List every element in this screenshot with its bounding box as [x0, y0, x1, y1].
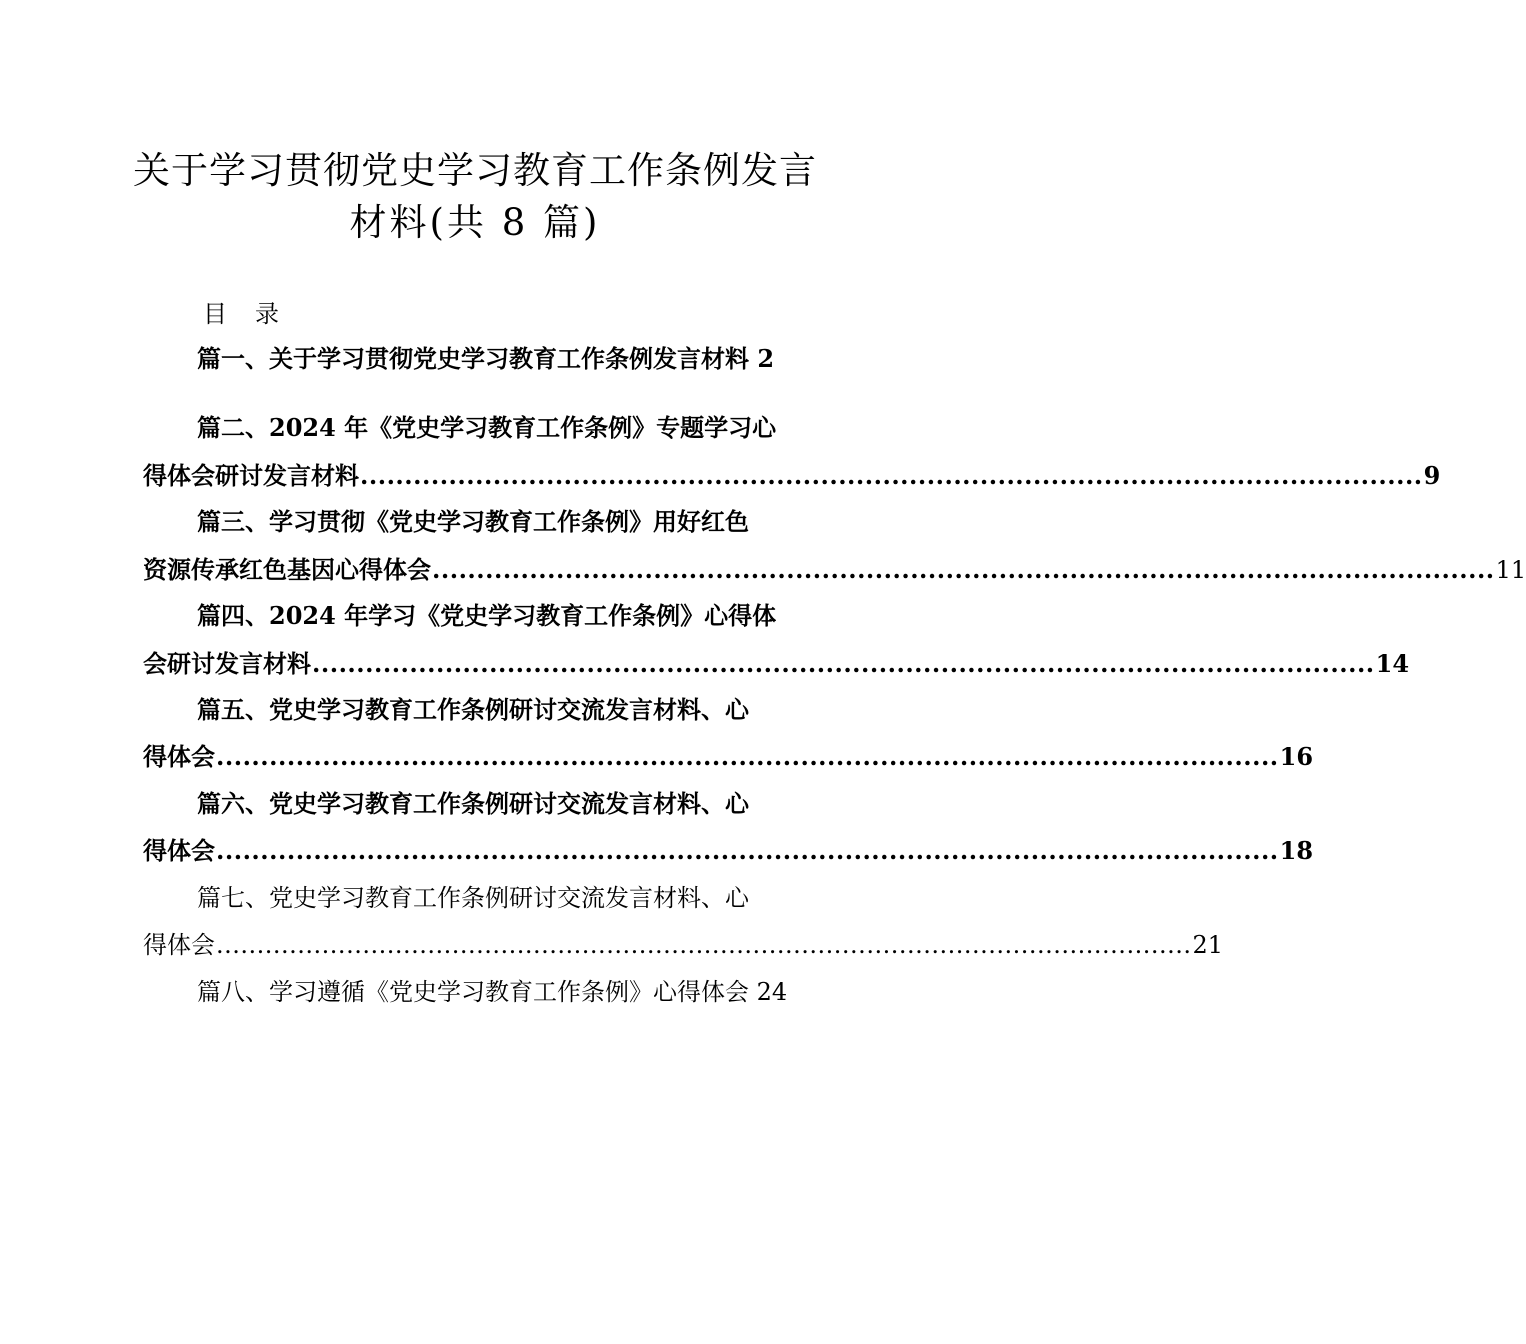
toc-entry-5-page: 16 — [1279, 742, 1314, 771]
toc-entry-5-line-1[interactable]: 篇五、党史学习教育工作条例研讨交流发言材料、心 — [197, 695, 749, 724]
toc-leader-dots: ........................................................................................................................ — [216, 836, 1279, 865]
toc-entry-4-line-2[interactable] — [143, 649, 1410, 678]
toc-entry-3-line-1[interactable]: 篇三、学习贯彻《党史学习教育工作条例》用好红色 — [197, 507, 749, 536]
toc-leader-dots: ........................................................................................................................ — [216, 742, 1279, 771]
toc-leader-dots: ........................................................................................................................ — [312, 649, 1375, 678]
toc-entry-1[interactable]: 篇一、关于学习贯彻党史学习教育工作条例发言材料 2 — [197, 344, 775, 373]
toc-leader-dots: ........................................................................................................................ — [360, 461, 1423, 490]
toc-entry-6-line-1[interactable]: 篇六、党史学习教育工作条例研讨交流发言材料、心 — [197, 789, 749, 818]
toc-entry-7-line-2[interactable] — [143, 931, 1224, 959]
toc-entry-6-line-2[interactable] — [143, 836, 1314, 865]
toc-entry-3-text: 资源传承红色基因心得体会 — [143, 555, 431, 584]
toc-heading: 目录 — [203, 300, 307, 328]
toc-entry-2-text: 得体会研讨发言材料 — [143, 461, 359, 490]
toc-entry-6-text: 得体会 — [143, 836, 215, 865]
document-title-line-1: 关于学习贯彻党史学习教育工作条例发言 — [133, 149, 817, 192]
toc-leader-dots: ........................................................................................................................ — [432, 555, 1495, 584]
toc-entry-6-page: 18 — [1279, 836, 1314, 865]
toc-entry-7-page: 21 — [1192, 931, 1224, 959]
toc-entry-5-text: 得体会 — [143, 742, 215, 771]
document-title-line-2: 材料(共 8 篇) — [349, 201, 601, 244]
toc-entry-4-line-1[interactable]: 篇四、2024 年学习《党史学习教育工作条例》心得体 — [197, 601, 777, 630]
toc-entry-2-page: 9 — [1423, 461, 1441, 490]
toc-entry-4-page: 14 — [1375, 649, 1410, 678]
toc-entry-7-text: 得体会 — [143, 931, 215, 959]
toc-leader-dots: ........................................................................................................................ — [216, 931, 1192, 959]
toc-entry-4-text: 会研讨发言材料 — [143, 649, 311, 678]
toc-entry-5-line-2[interactable] — [143, 742, 1314, 771]
toc-entry-7-line-1[interactable]: 篇七、党史学习教育工作条例研讨交流发言材料、心 — [197, 884, 749, 912]
toc-entry-2-line-1[interactable]: 篇二、2024 年《党史学习教育工作条例》专题学习心 — [197, 413, 777, 442]
toc-entry-8[interactable]: 篇八、学习遵循《党史学习教育工作条例》心得体会 24 — [197, 978, 788, 1006]
toc-entry-2-line-2[interactable] — [143, 461, 1441, 490]
toc-entry-3-page: 11 — [1495, 556, 1526, 584]
toc-entry-3-line-2[interactable] — [143, 555, 1526, 584]
